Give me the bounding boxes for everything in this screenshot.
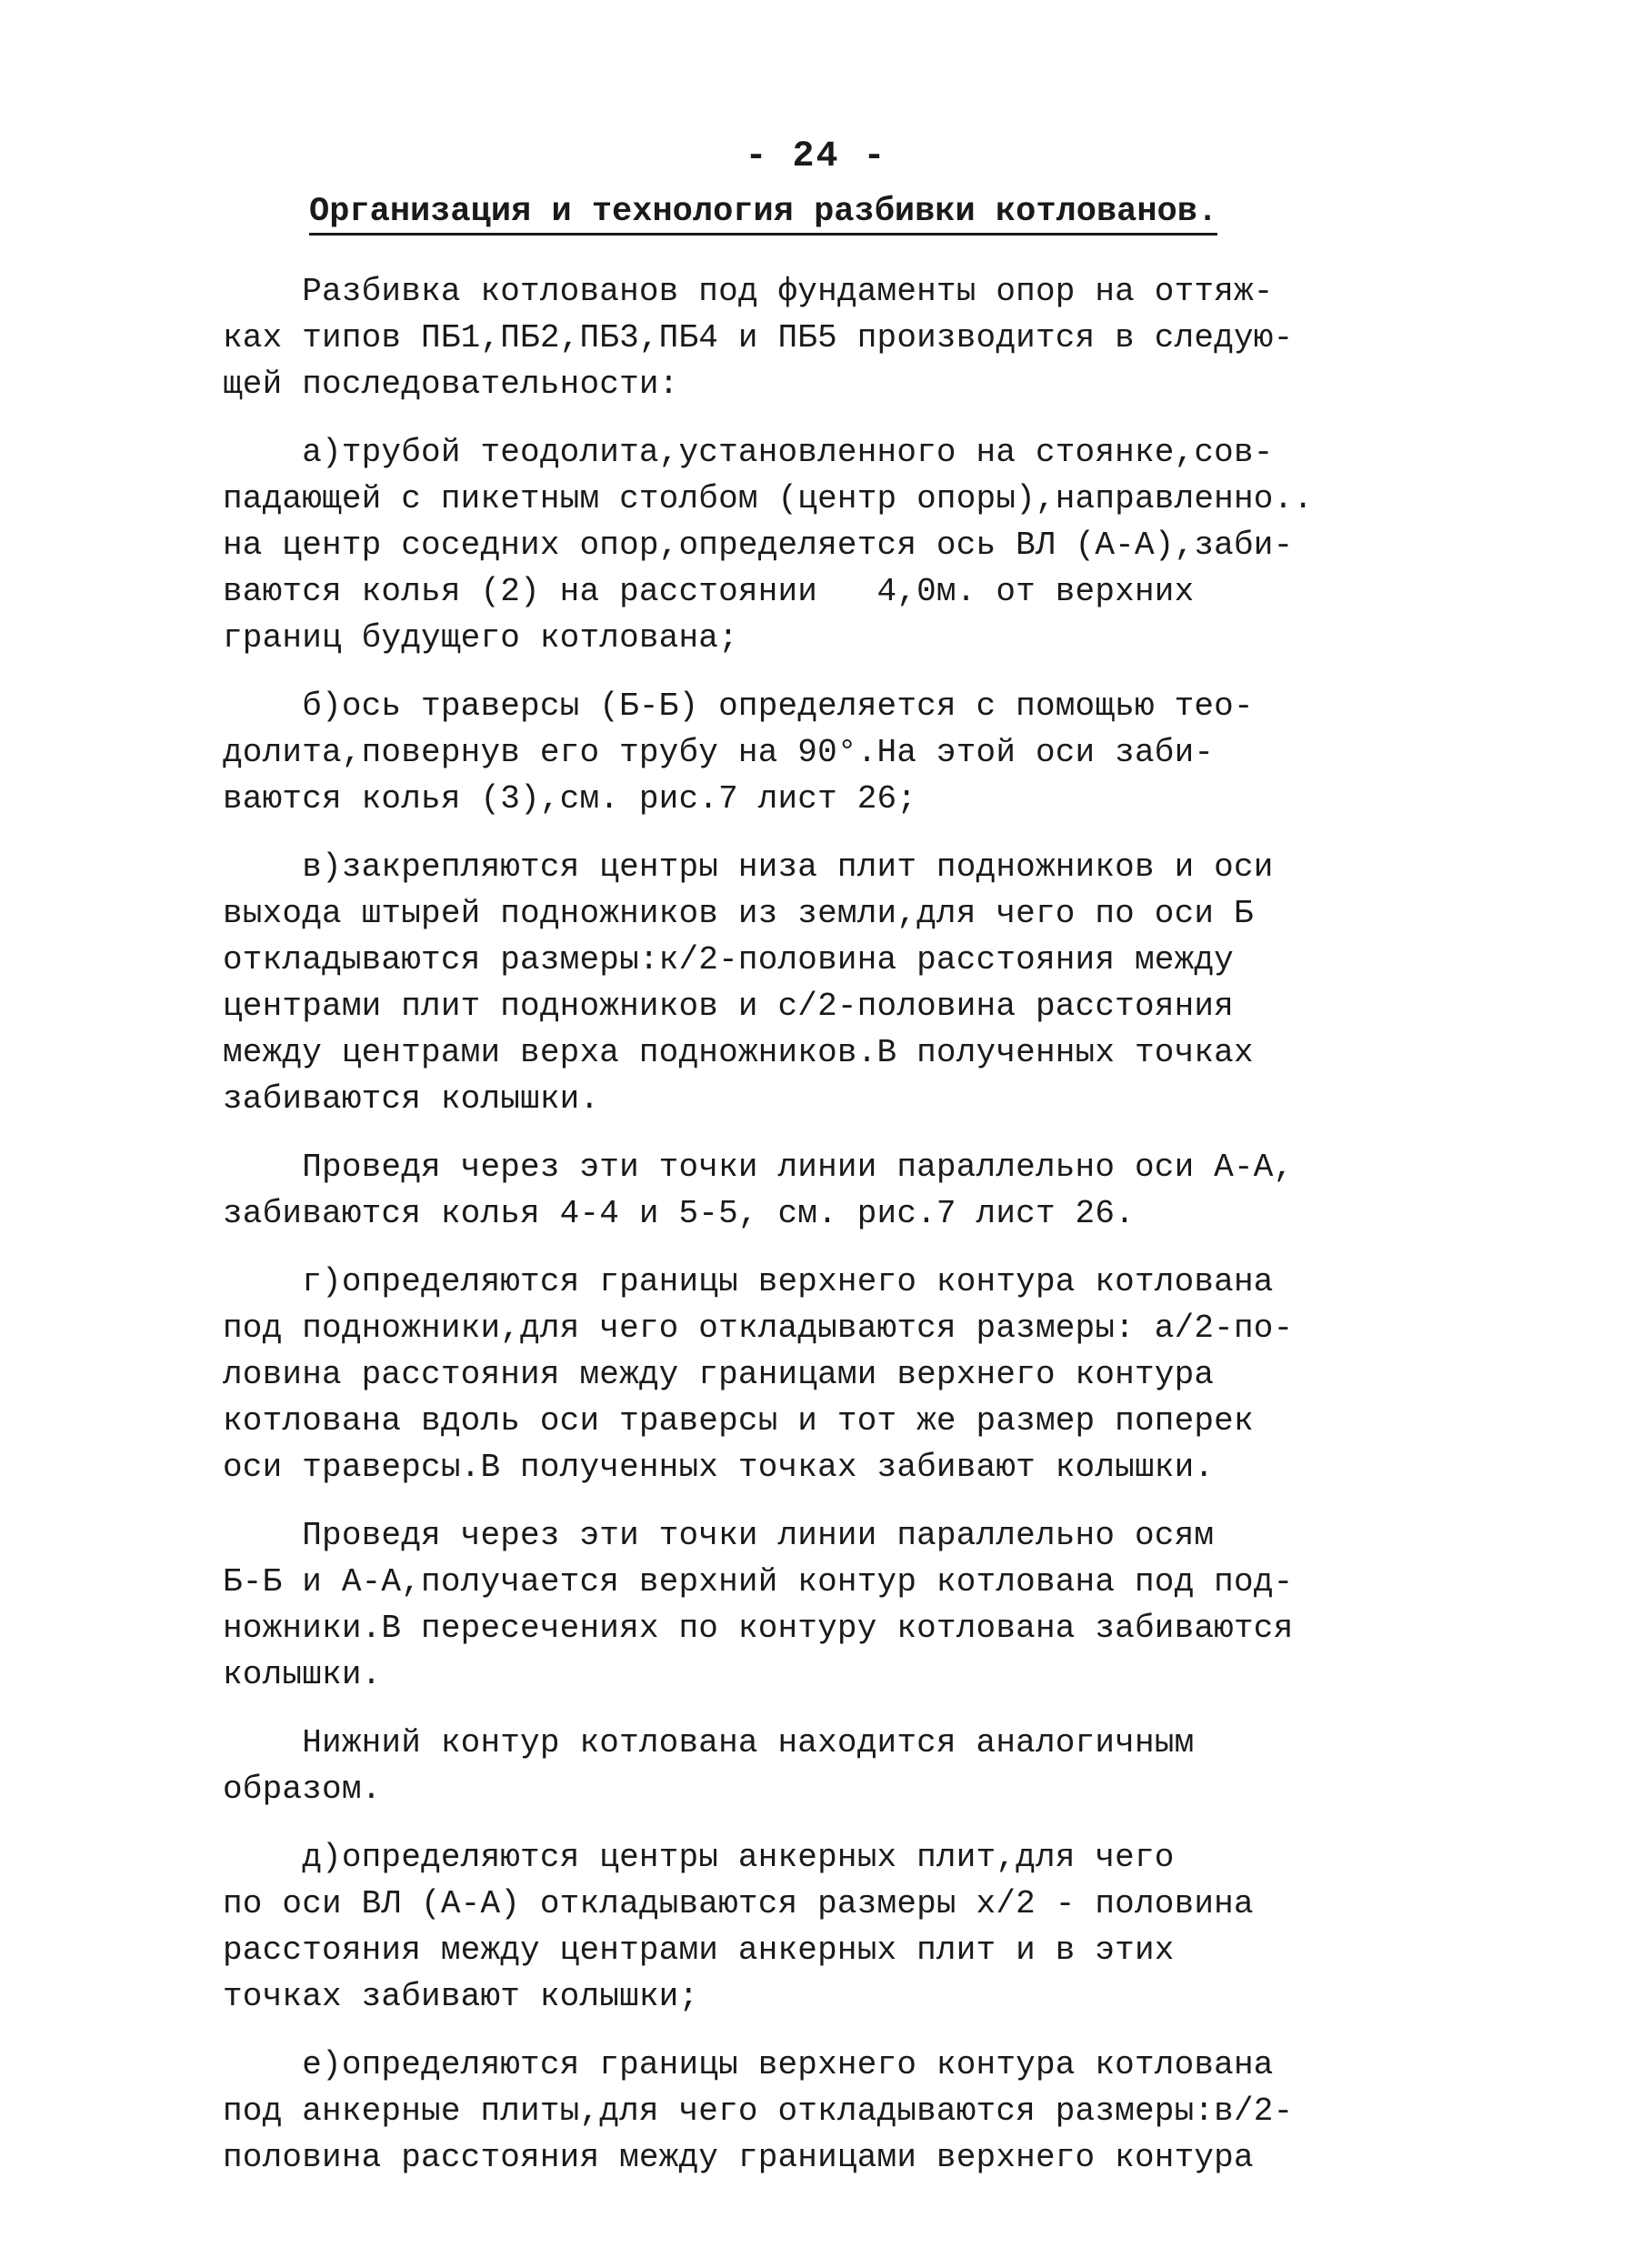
text-line: Нижний контур котлована находится аналогичным xyxy=(223,1724,1195,1761)
text-line: оси траверсы.В полученных точках забивают колышки. xyxy=(223,1449,1215,1486)
text-line: забиваются колышки. xyxy=(223,1080,600,1118)
text-line: ловина расстояния между границами верхнего контура xyxy=(223,1356,1215,1393)
text-line: д)определяются центры анкерных плит,для чего xyxy=(223,1839,1175,1876)
text-line: Б-Б и А-А,получается верхний контур котлована под под- xyxy=(223,1563,1294,1601)
page-number: - 24 - xyxy=(745,136,887,177)
text-line: точках забивают колышки; xyxy=(223,1978,699,2015)
text-line: ваются колья (3),см. рис.7 лист 26; xyxy=(223,780,917,818)
paragraph xyxy=(223,844,1405,1122)
text-line: колышки. xyxy=(223,1656,382,1693)
text-line: границ будущего котлована; xyxy=(223,619,738,657)
text-line: расстояния между центрами анкерных плит и в этих xyxy=(223,1932,1175,1969)
paragraph xyxy=(223,1720,1405,1812)
text-line: под подножники,для чего откладываются размеры: а/2-по- xyxy=(223,1310,1294,1347)
text-line: ваются колья (2) на расстоянии 4,0м. от верхних xyxy=(223,573,1195,610)
text-line: на центр соседних опор,определяется ось ВЛ (А-А),заби- xyxy=(223,527,1294,564)
text-line: б)ось траверсы (Б-Б) определяется с помощью тео- xyxy=(223,687,1254,725)
paragraph xyxy=(223,2042,1405,2181)
paragraph xyxy=(223,429,1405,661)
body-text xyxy=(223,268,1405,2203)
text-line: долита,повернув его трубу на 90°.На этой оси заби- xyxy=(223,734,1215,771)
section-title: Организация и технология разбивки котлованов. xyxy=(309,193,1217,236)
text-line: ках типов ПБ1,ПБ2,ПБ3,ПБ4 и ПБ5 производится в следую- xyxy=(223,319,1294,356)
text-line: под анкерные плиты,для чего откладываются размеры:в/2- xyxy=(223,2092,1294,2130)
paragraph xyxy=(223,268,1405,407)
text-line: забиваются колья 4-4 и 5-5, см. рис.7 лист 26. xyxy=(223,1195,1135,1232)
text-line: падающей с пикетным столбом (центр опоры),направленно.. xyxy=(223,480,1314,517)
paragraph xyxy=(223,1259,1405,1490)
text-line: по оси ВЛ (А-А) откладываются размеры х/2 - половина xyxy=(223,1885,1254,1922)
text-line: в)закрепляются центры низа плит подножников и оси xyxy=(223,848,1274,886)
paragraph xyxy=(223,683,1405,822)
text-line: Разбивка котлованов под фундаменты опор на оттяж- xyxy=(223,273,1274,310)
text-line: ножники.В пересечениях по контуру котлована забиваются xyxy=(223,1610,1294,1647)
text-line: откладываются размеры:к/2-половина расстояния между xyxy=(223,941,1234,978)
text-line: образом. xyxy=(223,1771,382,1808)
text-line: центрами плит подножников и с/2-половина расстояния xyxy=(223,988,1234,1025)
paragraph xyxy=(223,1144,1405,1237)
text-line: щей последовательности: xyxy=(223,366,679,403)
text-line: а)трубой теодолита,установленного на стоянке,сов- xyxy=(223,434,1274,471)
text-line: г)определяются границы верхнего контура котлована xyxy=(223,1263,1274,1300)
text-line: Проведя через эти точки линии параллельно оси А-А, xyxy=(223,1149,1294,1186)
text-line: е)определяются границы верхнего контура котлована xyxy=(223,2046,1274,2083)
paragraph xyxy=(223,1834,1405,2020)
text-line: Проведя через эти точки линии параллельно осям xyxy=(223,1517,1215,1554)
text-line: котлована вдоль оси траверсы и тот же размер поперек xyxy=(223,1402,1254,1440)
paragraph xyxy=(223,1512,1405,1698)
text-line: половина расстояния между границами верхнего контура xyxy=(223,2139,1254,2176)
text-line: выхода штырей подножников из земли,для чего по оси Б xyxy=(223,895,1254,932)
text-line: между центрами верха подножников.В полученных точках xyxy=(223,1034,1254,1071)
